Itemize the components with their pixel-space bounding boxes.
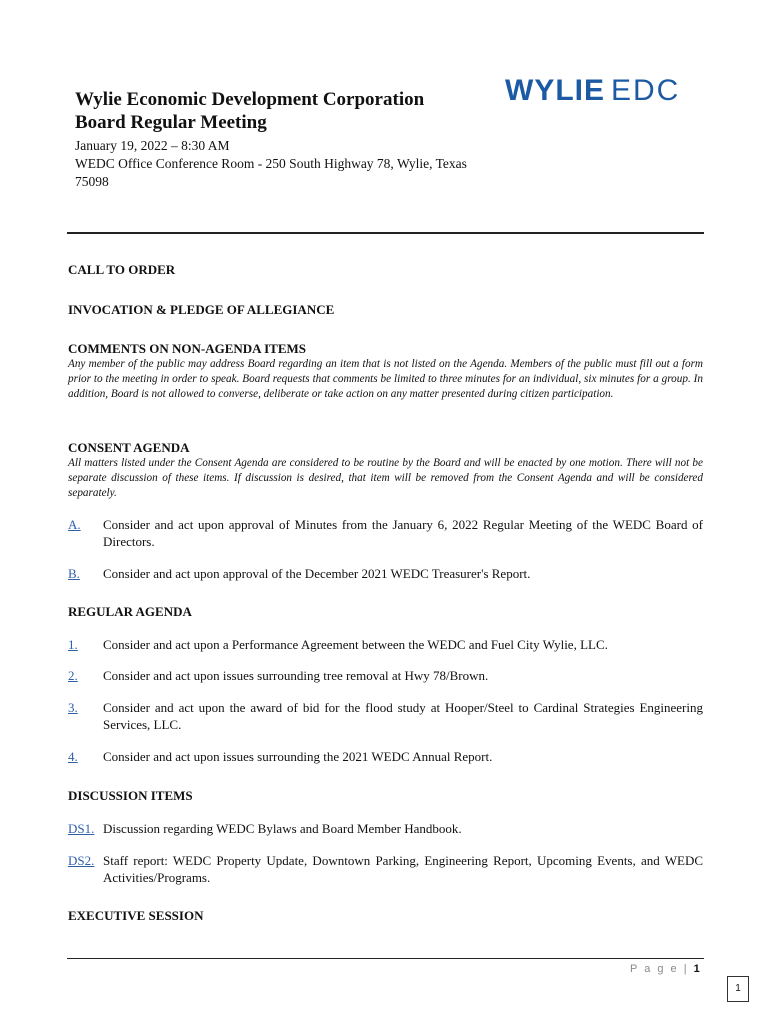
discussion-items-heading: DISCUSSION ITEMS: [68, 788, 193, 803]
page-number: 1: [693, 963, 700, 975]
meeting-date-time: January 19, 2022 – 8:30 AM: [75, 138, 230, 153]
consent-item-b-link[interactable]: B.: [68, 566, 80, 581]
regular-item-2-link[interactable]: 2.: [68, 668, 78, 683]
consent-item-a-link[interactable]: A.: [68, 517, 81, 532]
title-line-1: Wylie Economic Development Corporation: [75, 89, 425, 110]
regular-item-3-text: Consider and act upon the award of bid for the flood study at Hooper/Steel to Cardinal Strategies Engineering Services, LLC.: [103, 700, 703, 732]
regular-item-3-link[interactable]: 3.: [68, 700, 78, 715]
consent-item-a-text: Consider and act upon approval of Minutes from the January 6, 2022 Regular Meeting of the WEDC Board of Directors.: [103, 517, 703, 549]
regular-item-4-link[interactable]: 4.: [68, 749, 78, 764]
consent-item-b-text: Consider and act upon approval of the December 2021 WEDC Treasurer's Report.: [103, 566, 531, 581]
discussion-item-ds2-text: Staff report: WEDC Property Update, Downtown Parking, Engineering Report, Upcoming Events, and WEDC Activities/Programs.: [103, 853, 703, 885]
consent-agenda-heading: CONSENT AGENDA: [68, 440, 190, 455]
regular-item-1-link[interactable]: 1.: [68, 637, 78, 652]
invocation-heading: INVOCATION & PLEDGE OF ALLEGIANCE: [68, 302, 335, 317]
meeting-location-line-2: 75098: [75, 174, 109, 189]
title-line-2: Board Regular Meeting: [75, 112, 267, 133]
meeting-info: [75, 137, 495, 191]
page-number-box: 1: [727, 976, 749, 1002]
logo-wylie-text: WYLIE: [505, 74, 605, 107]
discussion-item-ds1-link[interactable]: DS1.: [68, 821, 95, 836]
executive-session-heading: EXECUTIVE SESSION: [68, 908, 204, 923]
regular-item-2-text: Consider and act upon issues surrounding tree removal at Hwy 78/Brown.: [103, 668, 489, 683]
page-label: P a g e |: [630, 963, 689, 975]
comments-heading: COMMENTS ON NON-AGENDA ITEMS: [68, 341, 306, 356]
regular-item-1-text: Consider and act upon a Performance Agreement between the WEDC and Fuel City Wylie, LLC.: [103, 637, 608, 652]
discussion-item-ds1-text: Discussion regarding WEDC Bylaws and Board Member Handbook.: [103, 821, 462, 836]
meeting-location-line-1: WEDC Office Conference Room - 250 South Highway 78, Wylie, Texas: [75, 156, 467, 171]
consent-agenda-note: All matters listed under the Consent Agenda are considered to be routine by the Board and will be enacted by one motion. There will not be separate discussion of these items. If discussion is desired, that item will be removed from the Consent Agenda and will be considered separately.: [68, 457, 703, 499]
regular-item-4-text: Consider and act upon issues surrounding the 2021 WEDC Annual Report.: [103, 749, 493, 764]
logo-edc-text: EDC: [611, 74, 681, 107]
wylie-edc-logo: [505, 74, 680, 108]
call-to-order-heading: CALL TO ORDER: [68, 262, 176, 277]
discussion-item-ds2-link[interactable]: DS2.: [68, 853, 95, 868]
header-divider: [67, 232, 704, 234]
footer-divider: [67, 958, 704, 959]
document-title: [75, 88, 495, 134]
page-footer: [630, 963, 700, 975]
regular-agenda-heading: REGULAR AGENDA: [68, 604, 192, 619]
comments-note: Any member of the public may address Board regarding an item that is not listed on the Agenda. Members of the public must fill out a form prior to the meeting in order to speak. Board requests that comments be limited to three minutes for an individual, six minutes for a group. In addition, Board is not allowed to converse, deliberate or take action on any matter presented during citizen participation.: [68, 358, 703, 400]
